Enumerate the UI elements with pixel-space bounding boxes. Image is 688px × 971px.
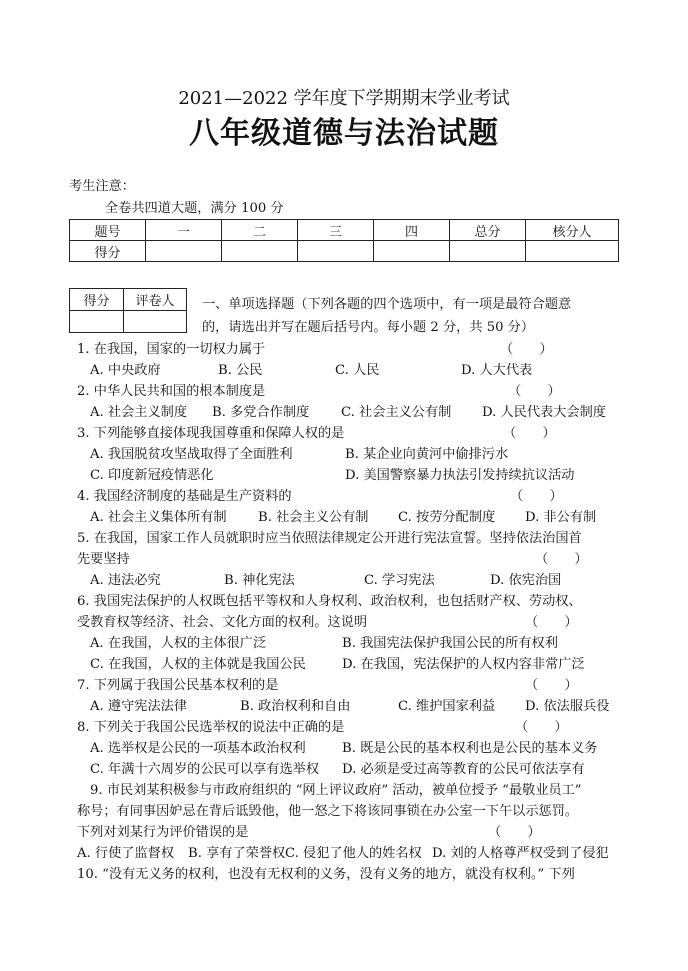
option-b: B. 多党合作制度 [212,405,310,420]
answer-paren[interactable]: （ ） [515,720,568,735]
question-3-stem: 3. 下列能够直接体现我国尊重和保障人权的是 [77,426,345,441]
score-header-cell: 一 [146,220,222,241]
option-a: A. 我国脱贫攻坚战取得了全面胜利 [90,447,293,462]
exam-year-line: 2021—2022 学年度下学期期末学业考试 [178,88,510,109]
score-header-cell: 三 [298,220,374,241]
question-5-stem: 5. 在我国，国家工作人员就职时应当依照法律规定公开进行宪法宣誓。坚持依法治国首 [77,531,582,546]
option-d: D. 在我国，宪法保护的人权内容非常广泛 [342,657,585,672]
score-header-cell: 核分人 [526,220,619,241]
option-c: C. 在我国，人权的主体就是我国公民 [90,657,306,672]
option-b: B. 既是公民的基本权利也是公民的基本义务 [342,741,598,756]
option-d: D. 人大代表 [461,363,533,378]
option-b: B. 某企业向黄河中偷排污水 [345,447,509,462]
option-a: A. 在我国，人权的主体很广泛 [90,636,267,651]
question-5-stem-cont: 先要坚持 [77,552,130,567]
score-header-cell: 题号 [70,220,146,241]
option-c: C. 社会主义公有制 [341,405,452,420]
answer-paren[interactable]: （ ） [488,825,541,840]
section-instruction-line2: 的，请选出并写在题后括号内。每小题 2 分，共 50 分） [202,320,535,335]
option-a: A. 社会主义集体所有制 [90,510,227,525]
score-header-cell: 二 [222,220,298,241]
option-b: B. 享有了荣誉权 [188,846,286,861]
score-cell[interactable] [222,241,298,262]
question-9-stem: 9. 市民刘某积极参与市政府组织的 “网上评议政府” 活动，被单位授予 “最敬业员工” [90,783,582,798]
question-9-stem-cont: 称号；有同事因妒忌在背后诋毁他，他一怒之下将该同事锁在办公室一下午以示惩罚。 [77,804,579,819]
option-c: C. 年满十六周岁的公民可以享有选举权 [90,762,320,777]
answer-paren[interactable]: （ ） [535,552,588,567]
question-1-stem: 1. 在我国，国家的一切权力属于 [77,342,266,357]
option-a: A. 中央政府 [90,363,161,378]
question-6-stem-cont: 受教育权等经济、社会、文化方面的权利。这说明 [77,615,368,630]
option-d: D. 美国警察暴力执法引发持续抗议活动 [345,468,575,483]
option-a: A. 社会主义制度 [90,405,188,420]
grader-name-cell[interactable] [124,311,187,333]
score-table-header-row [70,220,619,241]
notice-label: 考生注意： [69,179,135,194]
grader-score-label: 得分 [70,289,124,311]
section-instruction-line1: 一、单项选择题（下列各题的四个选项中，有一项是最符合题意 [202,297,572,312]
option-a: A. 违法必究 [90,573,161,588]
question-8-stem: 8. 下列关于我国公民选举权的说法中正确的是 [77,720,345,735]
option-d: D. 依法服兵役 [525,699,610,714]
answer-paren[interactable]: （ ） [525,615,578,630]
score-cell[interactable] [526,241,619,262]
option-b: B. 社会主义公有制 [258,510,369,525]
answer-paren[interactable]: （ ） [510,489,563,504]
notice-detail: 全卷共四道大题，满分 100 分 [105,201,284,216]
question-10-stem: 10. “没有无义务的权利，也没有无权利的义务，没有义务的地方，就没有权利。” 下列 [77,867,575,882]
answer-paren[interactable]: （ ） [525,678,578,693]
option-c: C. 人民 [335,363,380,378]
option-a: A. 遵守宪法法律 [90,699,188,714]
score-table [69,219,619,262]
grader-score-cell[interactable] [70,311,124,333]
score-row-label: 得分 [70,241,146,262]
score-cell[interactable] [298,241,374,262]
option-d: D. 依宪治国 [490,573,562,588]
grader-box [69,288,187,333]
option-d: D. 刘的人格尊严权受到了侵犯 [432,846,609,861]
option-d: D. 非公有制 [525,510,597,525]
score-header-cell: 总分 [450,220,526,241]
option-a: A. 选举权是公民的一项基本政治权利 [90,741,306,756]
question-9-stem-cont: 下列对刘某行为评价错误的是 [77,825,249,840]
option-b: B. 我国宪法保护我国公民的所有权利 [342,636,558,651]
question-2-stem: 2. 中华人民共和国的根本制度是 [77,384,266,399]
option-d: D. 必须是受过高等教育的公民可依法享有 [342,762,585,777]
option-c: C. 印度新冠疫情恶化 [90,468,214,483]
score-cell[interactable] [374,241,450,262]
option-b: B. 政治权利和自由 [240,699,351,714]
score-cell[interactable] [450,241,526,262]
answer-paren[interactable]: （ ） [500,342,553,357]
grader-name-label: 评卷人 [124,289,187,311]
option-a: A. 行使了监督权 [77,846,175,861]
question-4-stem: 4. 我国经济制度的基础是生产资料的 [77,489,292,504]
option-c: C. 学习宪法 [364,573,435,588]
option-d: D. 人民代表大会制度 [482,405,606,420]
option-c: C. 维护国家利益 [398,699,496,714]
answer-paren[interactable]: （ ） [508,384,561,399]
score-table-score-row [70,241,619,262]
option-b: B. 神化宪法 [224,573,295,588]
score-cell[interactable] [146,241,222,262]
exam-title: 八年级道德与法治试题 [189,116,499,151]
answer-paren[interactable]: （ ） [503,426,556,441]
question-6-stem: 6. 我国宪法保护的人权既包括平等权和人身权利、政治权利，也包括财产权、劳动权、 [77,594,582,609]
option-c: C. 侵犯了他人的姓名权 [285,846,422,861]
question-7-stem: 7. 下列属于我国公民基本权利的是 [77,678,279,693]
option-c: C. 按劳分配制度 [398,510,496,525]
option-b: B. 公民 [218,363,263,378]
score-header-cell: 四 [374,220,450,241]
